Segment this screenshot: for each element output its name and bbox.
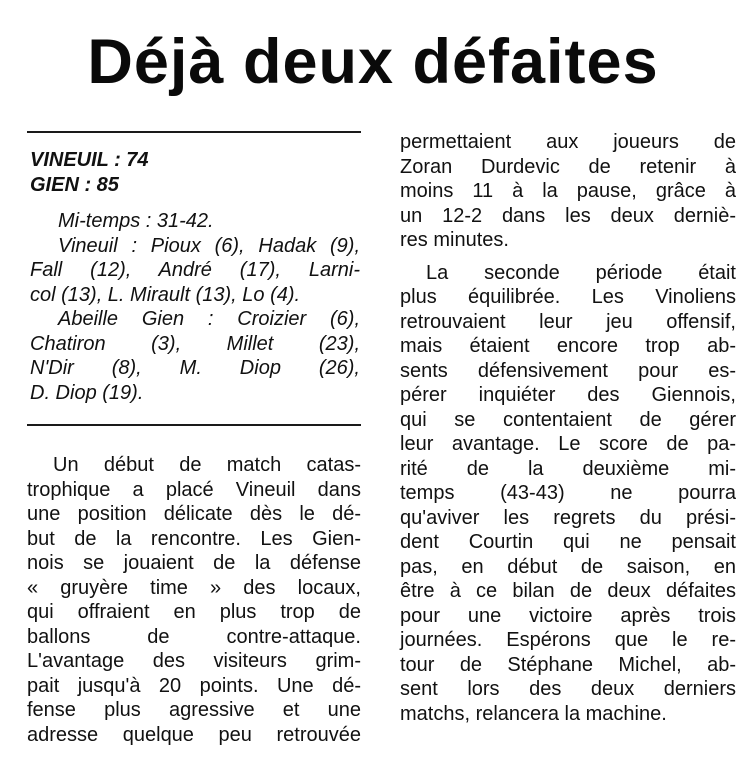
home-score: VINEUIL : 74 bbox=[30, 149, 149, 171]
body-line: trophique a placé Vineuil dans bbox=[27, 478, 361, 501]
body-line: tour de Stéphane Michel, ab- bbox=[400, 653, 736, 676]
body-line: leur avantage. Le score de pa- bbox=[400, 433, 736, 455]
body-line: mais étaient encore trop ab- bbox=[400, 335, 736, 357]
body-line: ballons de contre-attaque. bbox=[27, 625, 361, 648]
body-line: temps (43-43) ne pourra bbox=[400, 482, 736, 504]
details-line: Fall (12), André (17), Larni- bbox=[30, 259, 360, 281]
body-line: Un début de match catas- bbox=[53, 454, 361, 476]
middle-rule bbox=[27, 424, 361, 426]
match-details bbox=[30, 209, 360, 405]
body-line: fense plus agressive et une bbox=[27, 699, 361, 721]
body-line: res minutes. bbox=[400, 229, 509, 251]
right-body-text bbox=[400, 130, 736, 726]
details-line: Chatiron (3), Millet (23), bbox=[30, 332, 360, 355]
left-body-text bbox=[27, 453, 361, 747]
body-line: sent lors des deux derniers bbox=[400, 678, 736, 700]
body-line: être à ce bilan de deux défaites bbox=[400, 580, 736, 602]
halftime-line: Mi-temps : 31-42. bbox=[58, 210, 214, 232]
body-line: sents défensivement pour es- bbox=[400, 359, 736, 382]
body-line: nois se jouaient de la défense bbox=[27, 552, 361, 574]
body-line: journées. Espérons que le re- bbox=[400, 629, 736, 651]
body-line: Zoran Durdevic de retenir à bbox=[400, 155, 736, 178]
article-headline: Déjà deux défaites bbox=[87, 27, 659, 97]
body-line: pour une victoire après trois bbox=[400, 604, 736, 627]
body-line: qui offraient en plus trop de bbox=[27, 601, 361, 623]
away-score: GIEN : 85 bbox=[30, 173, 119, 196]
body-line: pas, en début de saison, en bbox=[400, 555, 736, 578]
details-line: Vineuil : Pioux (6), Hadak (9), bbox=[58, 234, 360, 257]
body-line: rité de la deuxième mi- bbox=[400, 457, 736, 480]
body-line: une position délicate dès le dé- bbox=[27, 503, 361, 525]
body-line: L'avantage des visiteurs grim- bbox=[27, 650, 361, 672]
body-line: un 12-2 dans les deux derniè- bbox=[400, 204, 736, 227]
body-line: qu'aviver les regrets du prési- bbox=[400, 506, 736, 529]
body-line: « gruyère time » des locaux, bbox=[27, 576, 361, 599]
body-line: adresse quelque peu retrouvée bbox=[27, 723, 361, 746]
body-line: retrouvaient leur jeu offensif, bbox=[400, 310, 736, 333]
details-line: Abeille Gien : Croizier (6), bbox=[58, 308, 360, 330]
score-block bbox=[30, 148, 360, 197]
body-line: qui se contentaient de gérer bbox=[400, 408, 736, 431]
body-line: dent Courtin qui ne pensait bbox=[400, 531, 736, 553]
body-line: pait jusqu'à 20 points. Une dé- bbox=[27, 674, 361, 697]
details-line: D. Diop (19). bbox=[30, 381, 144, 404]
body-line: plus équilibrée. Les Vinoliens bbox=[400, 286, 736, 308]
details-line: N'Dir (8), M. Diop (26), bbox=[30, 357, 360, 379]
body-line: permettaient aux joueurs de bbox=[400, 131, 736, 153]
body-line: but de la rencontre. Les Gien- bbox=[27, 527, 361, 550]
details-line: col (13), L. Mirault (13), Lo (4). bbox=[30, 283, 301, 306]
paragraph-gap bbox=[400, 253, 736, 261]
top-rule bbox=[27, 131, 361, 133]
body-line: matchs, relancera la machine. bbox=[400, 702, 667, 725]
body-line: La seconde période était bbox=[426, 261, 736, 284]
body-line: moins 11 à la pause, grâce à bbox=[400, 180, 736, 202]
body-line: pérer inquiéter des Giennois, bbox=[400, 384, 736, 406]
